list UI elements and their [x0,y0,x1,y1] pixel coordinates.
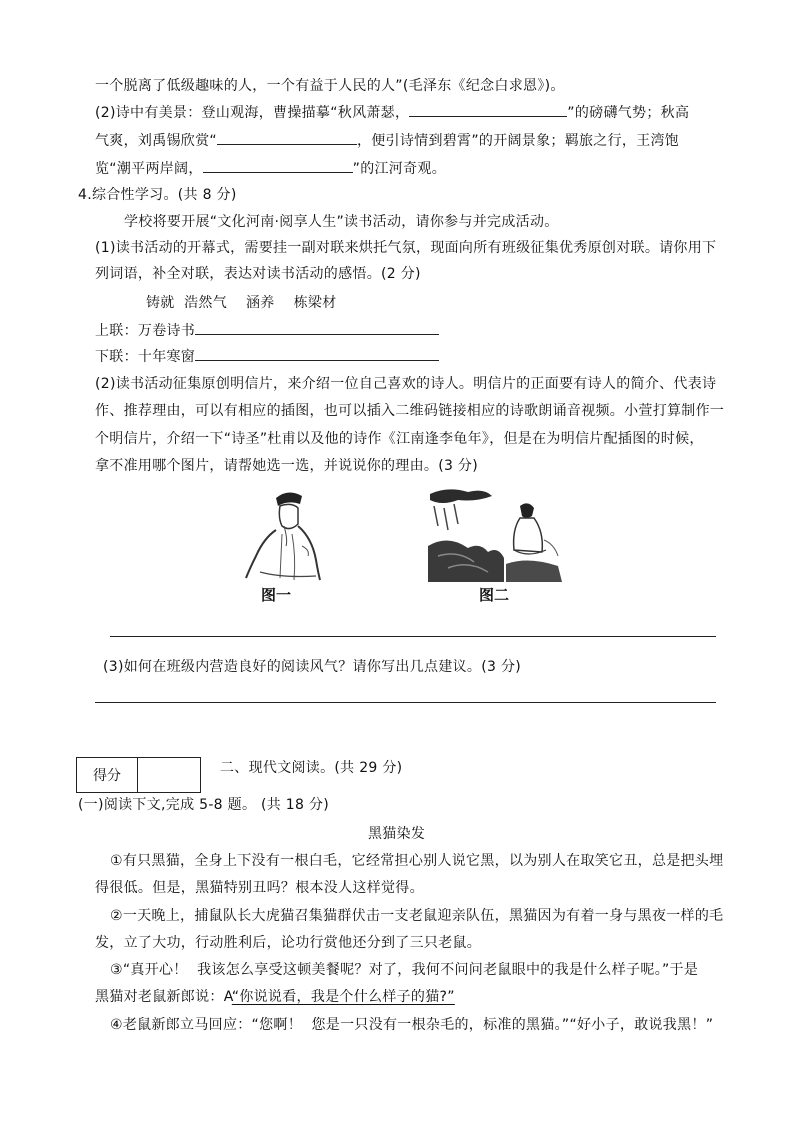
q3-2-line1 [95,102,689,123]
para-2-line2: 发，立了大功，行动胜利后，论功行赏他还分到了三只老鼠。 [95,935,482,951]
lower-couplet [95,346,439,367]
q3-2-text-e: 览“潮平两岸阔， [95,161,203,177]
score-field[interactable] [138,758,201,793]
top-quote: 一个脱离了低级趣味的人，一个有益于人民的人”(毛泽东《纪念白求恩》)。 [95,78,565,94]
figure-one-poet-portrait[interactable] [236,486,328,582]
q4-2-line2: 作、推荐理由，可以有相应的插图，也可以插入二维码链接相应的诗歌朗诵音视频。小萱打算制作一 [95,403,725,419]
q4-2-line3: 个明信片，介绍一下“诗圣”杜甫以及他的诗作《江南逢李龟年》，但是在为明信片配插图的时候， [95,431,704,447]
q3-2-text-d: ，便引诗情到碧霄”的开阔景象；羁旅之行，王湾饱 [356,133,680,149]
para-3-prefix: 黑猫对老鼠新郎说：A [95,989,232,1005]
para-1-line1: ①有只黑猫，全身上下没有一根白毛，它经常担心别人说它黑，以为别人在取笑它丑，总是把头埋 [110,853,724,869]
para-1-line2: 得很低。但是，黑猫特别丑吗？根本没人这样觉得。 [95,880,424,896]
score-label: 得分 [77,758,138,793]
upper-couplet-blank[interactable] [195,320,439,335]
q4-intro: 学校将要开展“文化河南·阅享人生”读书活动，请你参与并完成活动。 [124,214,559,230]
q4-1-line1: (1)读书活动的开幕式，需要挂一副对联来烘托气氛，现面向所有班级征集优秀原创对联。请你用下 [95,240,717,256]
q3-2-text-b: ”的磅礴气势；秋高 [567,105,690,121]
section2-sub: (一)阅读下文,完成 5-8 题。 (共 18 分) [78,797,330,813]
para-4-line1: ④老鼠新郎立马回应：“您啊！ 您是一只没有一根杂毛的，标准的黑猫。”“好小子，敢说我黑！” [110,1017,714,1033]
lower-couplet-label: 下联：十年寒窗 [95,349,196,365]
q4-1-line2: 列词语，补全对联，表达对读书活动的感悟。(2 分) [95,266,421,282]
figure-one-caption: 图一 [261,586,292,604]
q4-title: 4.综合性学习。(共 8 分) [78,187,237,203]
q4-3-question: (3)如何在班级内营造良好的阅读风气？请你写出几点建议。(3 分) [103,659,522,675]
q3-2-text-a: (2)诗中有美景：登山观海，曹操描摹“秋风萧瑟， [95,105,410,121]
word-bank: 铸就 浩然气 涵养 栋梁材 [146,295,337,311]
answer-line-q4-2[interactable] [110,636,716,637]
q3-2-text-c: 气爽，刘禹锡欣赏“ [95,133,217,149]
upper-couplet [95,320,439,341]
para-3-line2 [95,987,455,1007]
answer-line-q4-3[interactable] [95,702,716,703]
answer-blank-2[interactable] [217,130,357,145]
upper-couplet-label: 上联：万卷诗书 [95,323,196,339]
q3-2-line3 [95,158,446,179]
para-2-line1: ②一天晚上，捕鼠队长大虎猫召集猫群伏击一支老鼠迎亲队伍，黑猫因为有着一身与黑夜一样的毛 [110,908,724,924]
q4-2-line1: (2)读书活动征集原创明信片，来介绍一位自己喜欢的诗人。明信片的正面要有诗人的简介、代表诗 [95,376,717,392]
q3-2-text-f: ”的江河奇观。 [352,161,447,177]
figure-two-caption: 图二 [479,586,510,604]
figure-two-poet-landscape[interactable] [428,486,564,582]
q3-2-line2 [95,130,679,151]
para-3-line1: ③“真开心！ 我该怎么享受这顿美餐呢？对了，我何不问问老鼠眼中的我是什么样子呢。”于是 [110,962,699,978]
q4-2-line4: 拿不准用哪个图片，请帮她选一选，并说说你的理由。(3 分) [95,458,478,474]
score-box [76,757,201,793]
answer-blank-3[interactable] [203,158,353,173]
underlined-sentence-a: “你说说看，我是个什么样子的猫?” [231,989,455,1005]
answer-blank-1[interactable] [409,102,567,117]
lower-couplet-blank[interactable] [195,346,439,361]
article-title: 黑猫染发 [368,826,426,842]
section2-title: 二、现代文阅读。(共 29 分) [220,760,403,776]
